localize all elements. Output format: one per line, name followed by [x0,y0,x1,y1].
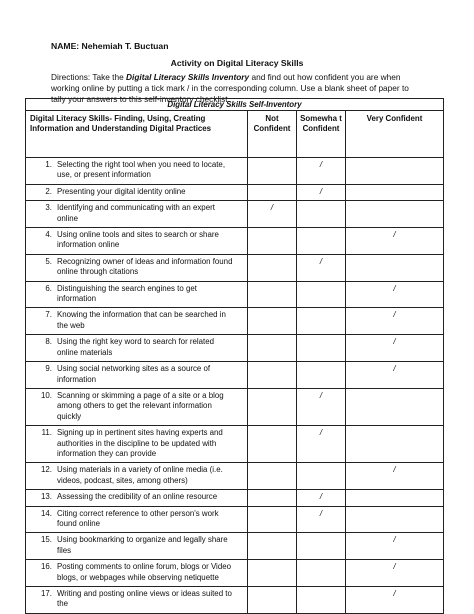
tick-mark: / [319,186,323,196]
skill-cell [26,158,248,185]
rating-cell-very[interactable] [346,388,444,425]
rating-cell-very[interactable] [346,254,444,281]
table-caption: Digital Literacy Skills Self-Inventory [26,99,444,111]
rating-cell-somewhat[interactable] [297,281,346,308]
tick-mark: / [393,589,396,598]
rating-cell-not[interactable] [248,490,297,506]
skill-text: Using the right key word to search for related online materials [57,337,215,357]
table-header-row [26,111,444,158]
skill-cell [26,184,248,200]
table-caption-row [26,99,444,111]
header-skills: Digital Literacy Skills- Finding, Using, Creating Information and Understanding Digital Practices [26,111,248,158]
skill-cell [26,254,248,281]
skill-text: Writing and posting online views or ideas suited to the [57,589,232,609]
rating-cell-somewhat[interactable] [297,388,346,425]
table-row [26,388,444,425]
table-row [26,308,444,335]
tick-mark: / [319,160,323,169]
skill-text: Identifying and communicating with an expert online [57,203,215,223]
rating-cell-somewhat[interactable] [297,184,346,200]
skill-cell [26,281,248,308]
directions-lead: Directions: Take the [51,72,127,82]
rating-cell-very[interactable] [346,533,444,560]
skill-text: Recognizing owner of ideas and information found online through citations [57,256,233,277]
skill-number: 6. [45,283,52,293]
tick-mark: / [393,283,396,293]
tick-mark: / [393,310,396,320]
tick-mark: / [319,508,323,518]
rating-cell-somewhat[interactable] [297,533,346,560]
tick-mark: / [393,562,396,572]
rating-cell-very[interactable] [346,490,444,506]
tick-mark: / [393,337,396,347]
skill-text: Citing correct reference to other person's work found online [57,508,219,528]
table-row [26,281,444,308]
skill-text: Posting comments to online forum, blogs or Video blogs, or webpages while observing netiquette [57,562,231,582]
table-row [26,184,444,200]
skill-cell [26,560,248,587]
skill-cell [26,490,248,506]
skill-cell [26,308,248,335]
skill-cell [26,506,248,533]
skill-cell [26,228,248,255]
table-row [26,201,444,228]
rating-cell-very[interactable] [346,228,444,255]
skill-number: 3. [45,203,52,213]
directions-emphasis: Digital Literacy Skills Inventory [126,72,250,82]
rating-cell-not[interactable] [248,184,297,200]
rating-cell-not[interactable] [248,533,297,560]
skill-text: Presenting your digital identity online [57,186,186,196]
rating-cell-very[interactable] [346,281,444,308]
skill-number: 5. [45,256,52,266]
rating-cell-not[interactable] [248,201,297,228]
skill-text: Assessing the credibility of an online resource [57,492,218,502]
skill-text: Knowing the information that can be searched in the web [57,310,226,330]
skill-number: 4. [45,230,52,240]
skill-text: Using bookmarking to organize and legally share files [57,535,228,555]
skill-number: 2. [45,186,52,196]
rating-cell-somewhat[interactable] [297,506,346,533]
skill-cell [26,201,248,228]
rating-cell-not[interactable] [248,587,297,614]
table-row [26,426,444,463]
rating-cell-somewhat[interactable] [297,335,346,362]
skill-cell [26,426,248,463]
skill-number: 7. [45,310,52,320]
table-row [26,560,444,587]
skill-number: 12. [41,465,52,475]
table-row [26,506,444,533]
rating-cell-very[interactable] [346,362,444,389]
rating-cell-not[interactable] [248,254,297,281]
skill-number: 10. [41,390,52,400]
rating-cell-not[interactable] [248,335,297,362]
tick-mark: / [319,390,323,400]
skill-cell [26,362,248,389]
table-row [26,587,444,614]
rating-cell-not[interactable] [248,362,297,389]
rating-cell-very[interactable] [346,506,444,533]
skill-number: 11. [41,428,52,438]
skill-cell [26,335,248,362]
table-row [26,463,444,490]
tick-mark: / [393,465,396,475]
rating-cell-somewhat[interactable] [297,201,346,228]
table-row [26,490,444,506]
skill-cell [26,533,248,560]
table-row [26,228,444,255]
rating-cell-not[interactable] [248,463,297,490]
header-somewhat-confident: Somewha t Confident [297,111,346,158]
skill-number: 17. [41,589,52,598]
rating-cell-not[interactable] [248,158,297,185]
rating-cell-somewhat[interactable] [297,254,346,281]
tick-mark: / [319,492,323,502]
skill-number: 8. [45,337,52,347]
rating-cell-very[interactable] [346,463,444,490]
tick-mark: / [393,230,396,240]
skill-number: 14. [41,508,52,518]
rating-cell-very[interactable] [346,308,444,335]
rating-cell-somewhat[interactable] [297,308,346,335]
skill-number: 13. [41,492,52,502]
header-very-confident: Very Confident [346,111,444,158]
skill-number: 9. [45,364,52,374]
rating-cell-not[interactable] [248,426,297,463]
table-row [26,158,444,185]
rating-cell-somewhat[interactable] [297,362,346,389]
tick-mark: / [319,428,323,438]
tick-mark: / [319,256,323,266]
rating-cell-somewhat[interactable] [297,463,346,490]
skill-number: 16. [41,562,52,572]
rating-cell-somewhat[interactable] [297,158,346,185]
skill-text: Selecting the right tool when you need to locate, use, or present information [57,160,226,180]
tick-mark: / [393,535,396,545]
self-inventory-table [25,98,444,614]
student-name: NAME: Nehemiah T. Buctuan [51,41,169,51]
rating-cell-somewhat[interactable] [297,587,346,614]
table-row [26,362,444,389]
directions-rest: and find out how confident you are when working online by putting a tick mark / in the corresponding column. Use a blank sheet of paper to tally your answers to this self-inventory checklist. [51,72,409,104]
skill-cell [26,587,248,614]
skill-cell [26,388,248,425]
table-row [26,335,444,362]
rating-cell-somewhat[interactable] [297,228,346,255]
rating-cell-not[interactable] [248,308,297,335]
skill-text: Signing up in pertinent sites having experts and authorities in the discipline to be updated with information they can provide [57,428,223,458]
skill-text: Using online tools and sites to search or share information online [57,230,219,250]
rating-cell-not[interactable] [248,560,297,587]
skill-number: 15. [41,535,52,545]
skill-number: 1. [45,160,52,169]
header-not-confident: Not Confident [248,111,297,158]
table-row [26,533,444,560]
rating-cell-not[interactable] [248,228,297,255]
tick-mark: / [393,364,396,374]
rating-cell-not[interactable] [248,281,297,308]
activity-title: Activity on Digital Literacy Skills [170,58,304,68]
skill-cell [26,463,248,490]
rating-cell-very[interactable] [346,560,444,587]
skill-text: Distinguishing the search engines to get information [57,283,197,304]
rating-cell-very[interactable] [346,335,444,362]
rating-cell-very[interactable] [346,426,444,463]
rating-cell-not[interactable] [248,506,297,533]
tick-mark: / [270,203,274,213]
skill-text: Scanning or skimming a page of a site or a blog among others to get the relevant information quickly [57,390,224,421]
rating-cell-somewhat[interactable] [297,560,346,587]
skill-text: Using social networking sites as a source of information [57,364,211,384]
rating-cell-somewhat[interactable] [297,426,346,463]
rating-cell-very[interactable] [346,587,444,614]
rating-cell-very[interactable] [346,158,444,185]
rating-cell-very[interactable] [346,184,444,200]
skill-text: Using materials in a variety of online media (i.e. videos, podcast, sites, among others) [57,465,223,485]
table-row [26,254,444,281]
rating-cell-not[interactable] [248,388,297,425]
rating-cell-very[interactable] [346,201,444,228]
rating-cell-somewhat[interactable] [297,490,346,506]
